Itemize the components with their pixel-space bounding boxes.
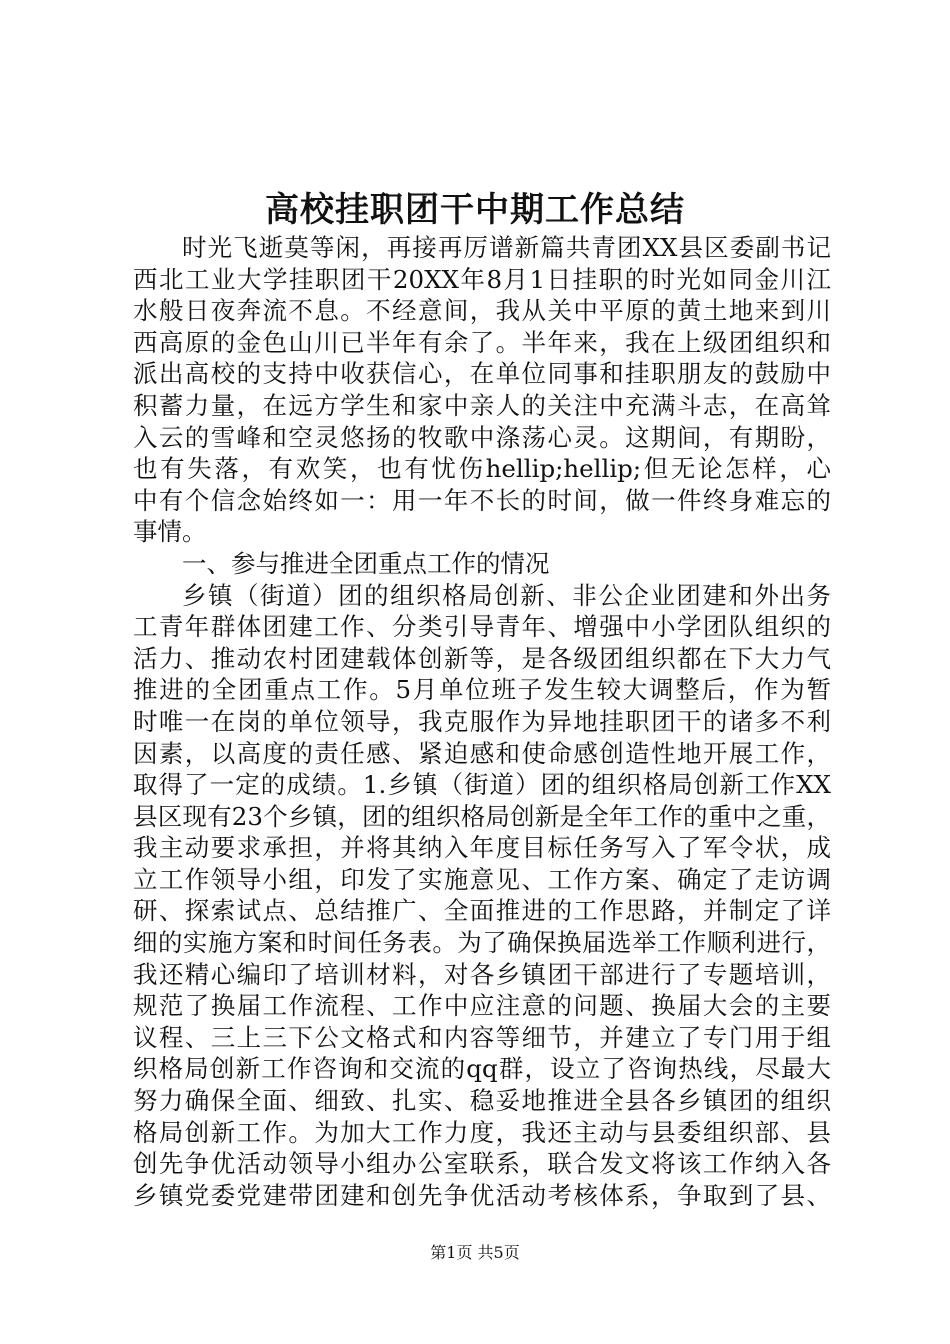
paragraph-line: 县区现有23个乡镇，团的组织格局创新是全年工作的重中之重， — [133, 801, 831, 831]
paragraph-line: 努力确保全面、细致、扎实、稳妥地推进全县各乡镇团的组织 — [133, 1086, 831, 1116]
paragraph-line: 我主动要求承担，并将其纳入年度目标任务写入了军令状，成 — [133, 833, 831, 863]
paragraph-line: 织格局创新工作咨询和交流的qq群，设立了咨询热线，尽最大 — [133, 1054, 831, 1084]
paragraph-line: 我还精心编印了培训材料，对各乡镇团干部进行了专题培训， — [133, 959, 831, 989]
paragraph-line: 中有个信念始终如一：用一年不长的时间，做一件终身难忘的 — [133, 485, 831, 515]
paragraph-line: 取得了一定的成绩。1.乡镇（街道）团的组织格局创新工作XX — [133, 770, 831, 800]
paragraph-line: 时唯一在岗的单位领导，我克服作为异地挂职团干的诸多不利 — [133, 706, 831, 736]
paragraph-line: 因素，以高度的责任感、紧迫感和使命感创造性地开展工作， — [133, 738, 831, 768]
paragraph-line: 推进的全团重点工作。5月单位班子发生较大调整后，作为暂 — [133, 675, 831, 705]
paragraph-line: 乡镇（街道）团的组织格局创新、非公企业团建和外出务 — [182, 580, 831, 610]
paragraph-line: 立工作领导小组，印发了实施意见、工作方案、确定了走访调 — [133, 864, 831, 894]
paragraph-line: 议程、三上三下公文格式和内容等细节，并建立了专门用于组 — [133, 1022, 831, 1052]
paragraph-line: 事情。 — [133, 517, 207, 547]
paragraph-line: 格局创新工作。为加大工作力度，我还主动与县委组织部、县 — [133, 1117, 831, 1147]
page-footer: 第1页 共5页 — [430, 1243, 520, 1262]
paragraph-line: 西北工业大学挂职团干20XX年8月1日挂职的时光如同金川江 — [133, 264, 831, 294]
paragraph-line: 活力、推动农村团建载体创新等，是各级团组织都在下大力气 — [133, 643, 831, 673]
paragraph-line: 工青年群体团建工作、分类引导青年、增强中小学团队组织的 — [133, 612, 831, 642]
paragraph-line: 乡镇党委党建带团建和创先争优活动考核体系，争取到了县、 — [133, 1180, 831, 1210]
paragraph-line: 时光飞逝莫等闲，再接再厉谱新篇共青团XX县区委副书记 — [182, 233, 831, 262]
paragraph-line: 也有失落，有欢笑，也有忧伤hellip;hellip;但无论怎样，心 — [133, 454, 831, 484]
paragraph-line: 入云的雪峰和空灵悠扬的牧歌中涤荡心灵。这期间，有期盼， — [133, 422, 831, 452]
paragraph-line: 派出高校的支持中收获信心，在单位同事和挂职朋友的鼓励中 — [133, 359, 831, 389]
paragraph-line: 规范了换届工作流程、工作中应注意的问题、换届大会的主要 — [133, 991, 831, 1021]
paragraph-line: 水般日夜奔流不息。不经意间，我从关中平原的黄土地来到川 — [133, 296, 831, 326]
paragraph-line: 研、探索试点、总结推广、全面推进的工作思路，并制定了详 — [133, 896, 831, 926]
section-heading: 一、参与推进全团重点工作的情况 — [182, 548, 550, 578]
document-title: 高校挂职团干中期工作总结 — [265, 190, 685, 230]
document-body — [133, 232, 831, 1211]
paragraph-line: 细的实施方案和时间任务表。为了确保换届选举工作顺利进行， — [133, 928, 831, 958]
paragraph-line: 创先争优活动领导小组办公室联系，联合发文将该工作纳入各 — [133, 1149, 831, 1179]
paragraph-line: 积蓄力量，在远方学生和家中亲人的关注中充满斗志，在高耸 — [133, 390, 831, 420]
paragraph-line: 西高原的金色山川已半年有余了。半年来，我在上级团组织和 — [133, 327, 831, 357]
